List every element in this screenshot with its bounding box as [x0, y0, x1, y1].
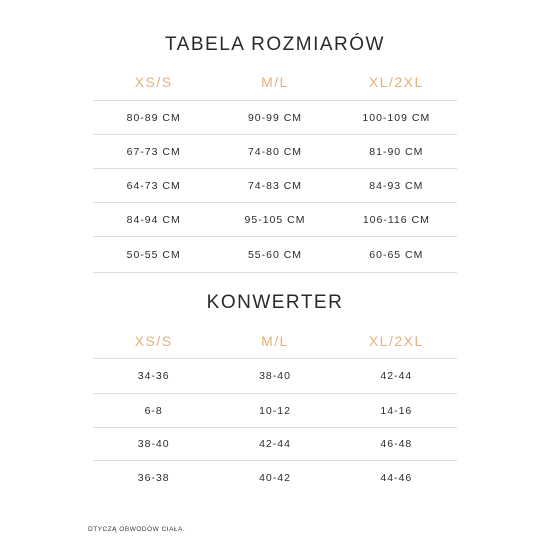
size-cell: 55-60 CM — [247, 248, 303, 261]
converter-cell: 34-36 — [137, 370, 170, 382]
size-table-title: TABELA ROZMIARÓW — [164, 34, 385, 55]
size-cell: 64-73 CM — [126, 179, 181, 192]
size-table-header — [93, 64, 457, 101]
converter-cell: 10-12 — [259, 404, 291, 417]
size-cell: 81-90 CM — [369, 145, 424, 158]
table-row — [93, 101, 457, 135]
converter-table-title: KONWERTER — [206, 292, 344, 313]
size-cell: 74-80 CM — [247, 145, 303, 158]
converter-table-header — [93, 324, 457, 359]
converter-cell: 36-38 — [137, 471, 170, 484]
size-cell: 84-93 CM — [369, 179, 424, 192]
converter-header-m-l: M/L — [261, 333, 289, 349]
table-row — [93, 135, 457, 169]
size-table — [93, 64, 457, 273]
size-cell: 67-73 CM — [126, 145, 181, 158]
converter-cell: 40-42 — [259, 471, 291, 484]
converter-cell: 38-40 — [259, 370, 291, 382]
converter-cell: 6-8 — [144, 404, 163, 417]
size-cell: 80-89 CM — [126, 111, 181, 124]
converter-header-xl-2xl: XL/2XL — [368, 333, 424, 349]
converter-cell: 44-46 — [380, 471, 413, 484]
size-cell: 74-83 CM — [247, 179, 303, 192]
size-header-m-l: M/L — [261, 74, 289, 90]
converter-cell: 14-16 — [380, 404, 413, 417]
size-cell: 106-116 CM — [362, 213, 430, 226]
table-row — [93, 359, 457, 394]
size-cell: 90-99 CM — [247, 111, 303, 124]
size-header-xs-s: XS/S — [134, 74, 173, 90]
converter-cell: 46-48 — [380, 438, 413, 450]
converter-cell: 38-40 — [137, 438, 170, 450]
size-header-xl-2xl: XL/2XL — [368, 74, 424, 90]
size-cell: 100-109 CM — [362, 111, 431, 124]
converter-cell: 42-44 — [380, 370, 413, 382]
footnote: DTYCZĄ OBWODÓW CIAŁA. — [88, 526, 186, 533]
table-row — [93, 237, 457, 273]
size-cell: 60-65 CM — [369, 248, 424, 261]
table-row — [93, 203, 457, 237]
size-cell: 50-55 CM — [126, 248, 181, 261]
converter-table — [93, 324, 457, 494]
converter-cell: 42-44 — [259, 438, 291, 450]
size-cell: 84-94 CM — [126, 213, 181, 226]
table-row — [93, 461, 457, 494]
table-row — [93, 394, 457, 428]
table-row — [93, 428, 457, 461]
table-row — [93, 169, 457, 203]
converter-header-xs-s: XS/S — [134, 333, 173, 349]
size-cell: 95-105 CM — [244, 213, 306, 226]
